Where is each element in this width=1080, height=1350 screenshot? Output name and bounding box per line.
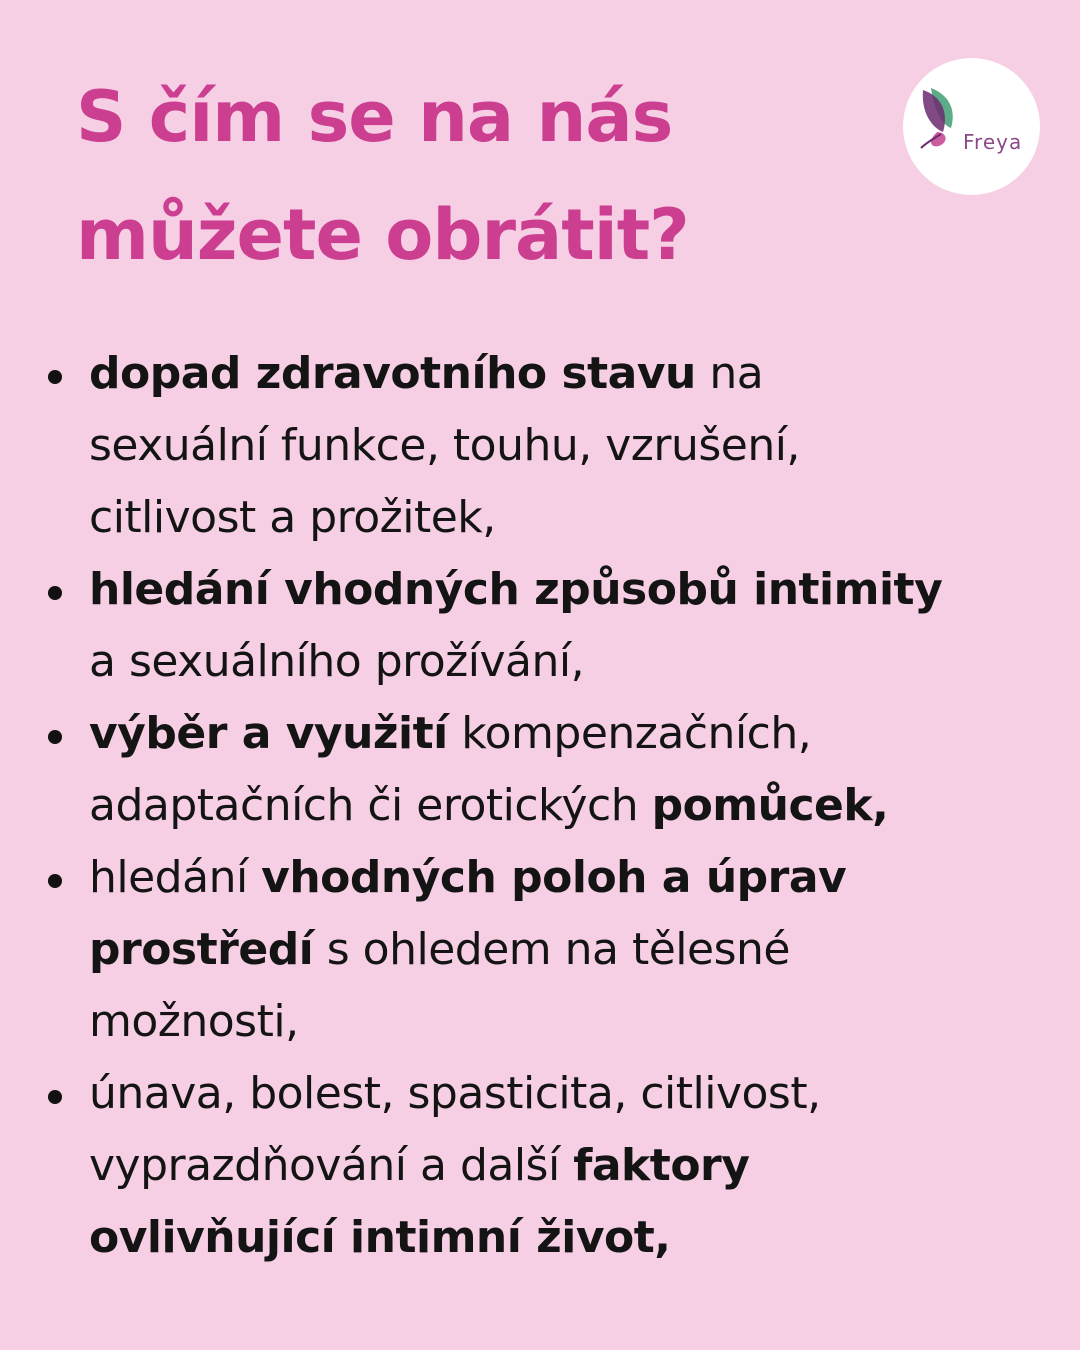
bold-text: pomůcek,: [651, 780, 889, 831]
topics-list: [0, 338, 1080, 1274]
item-line: únava, bolest, spasticita, citlivost,: [89, 1068, 821, 1119]
text: kompenzačních,: [447, 708, 812, 759]
bullet-icon: [48, 1090, 62, 1104]
text: hledání: [89, 852, 262, 903]
bullet-icon: [48, 730, 62, 744]
item-line: [89, 698, 1070, 770]
item-line: [89, 842, 1070, 914]
list-item: [0, 698, 1080, 842]
item-line: [89, 554, 1070, 626]
item-line: [89, 770, 1070, 842]
bold-text: hledání vhodných způsobů intimity: [89, 564, 943, 615]
list-item: [0, 1058, 1080, 1274]
item-line: a sexuálního prožívání,: [89, 636, 585, 687]
bold-text: prostředí: [89, 924, 314, 975]
text: vyprazdňování a další: [89, 1140, 574, 1191]
page-title: [76, 58, 896, 294]
text: adaptačních či erotických: [89, 780, 652, 831]
item-line: [89, 914, 1070, 986]
list-item: [0, 842, 1080, 1058]
logo-text: Freya: [963, 130, 1023, 154]
item-line: [89, 1130, 1070, 1202]
bold-text: vhodných poloh a úprav: [261, 852, 847, 903]
page-title-line-1: S čím se na nás: [76, 76, 673, 158]
item-line: [89, 338, 1070, 410]
bold-text: ovlivňující intimní život,: [89, 1212, 671, 1263]
page-title-line-2: můžete obrátit?: [76, 194, 689, 276]
bold-text: faktory: [573, 1140, 750, 1191]
item-line: citlivost a prožitek,: [89, 492, 496, 543]
bullet-icon: [48, 586, 62, 600]
item-line: sexuální funkce, touhu, vzrušení,: [89, 420, 800, 471]
bold-text: dopad zdravotního stavu: [89, 348, 696, 399]
item-line: možnosti,: [89, 996, 299, 1047]
list-item: [0, 554, 1080, 698]
item-line: [89, 1202, 1070, 1274]
bullet-icon: [48, 874, 62, 888]
text: s ohledem na tělesné: [313, 924, 790, 975]
bullet-icon: [48, 370, 62, 384]
bold-text: výběr a využití: [89, 708, 448, 759]
butterfly-icon: [917, 86, 963, 154]
text: na: [695, 348, 764, 399]
list-item: [0, 338, 1080, 554]
freya-logo: [903, 58, 1040, 195]
